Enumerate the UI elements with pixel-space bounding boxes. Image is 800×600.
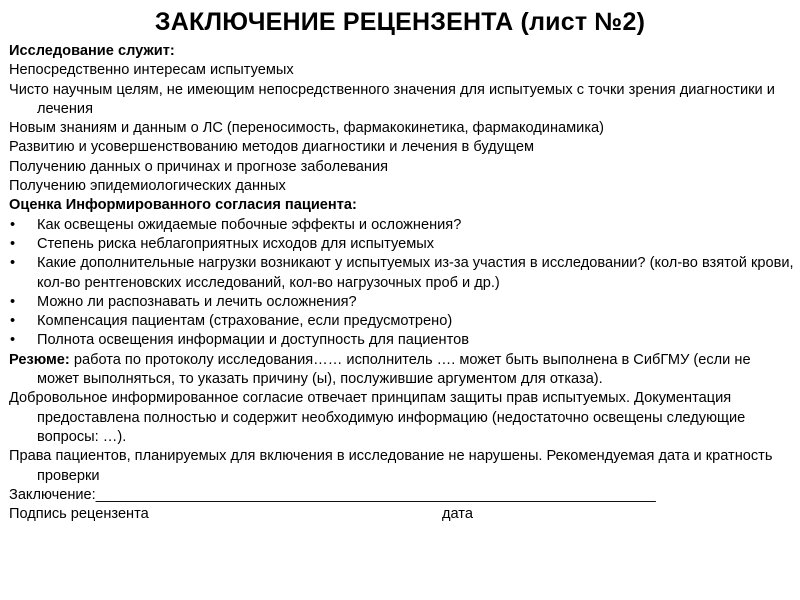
consent-item: [9, 312, 794, 331]
consent-item: [9, 235, 794, 254]
bullet-icon: •: [10, 235, 16, 252]
consent-item: [9, 216, 794, 235]
page-title: ЗАКЛЮЧЕНИЕ РЕЦЕНЗЕНТА (лист №2): [154, 8, 646, 36]
consent-item: [9, 331, 794, 350]
bullet-icon: •: [10, 332, 16, 349]
summary-text: работа по протоколу исследования…… исполнитель …. может быть выполнена в СибГМУ (если не может выполняться, то указать причину (ы), послужившие аргументом для отказа).: [37, 351, 751, 388]
date-label: дата: [442, 506, 473, 523]
consent-item: [9, 293, 794, 312]
consent-item-text: Степень риска неблагоприятных исходов для испытуемых: [37, 235, 435, 252]
summary-label: Резюме:: [9, 351, 70, 368]
research-item: Получению эпидемиологических данных: [9, 178, 286, 195]
research-item: Новым знаниям и данным о ЛС (переносимость, фармакокинетика, фармакодинамика): [9, 120, 605, 137]
research-item: Непосредственно интересам испытуемых: [9, 62, 294, 79]
consent-heading: Оценка Информированного согласия пациента:: [9, 197, 357, 214]
bullet-icon: •: [10, 293, 16, 310]
consent-item-text: Полнота освещения информации и доступность для пациентов: [37, 332, 469, 349]
rights-verdict: Права пациентов, планируемых для включения в исследование не нарушены. Рекомендуемая дата и кратность проверки: [9, 448, 773, 484]
research-item: Получению данных о причинах и прогнозе заболевания: [9, 158, 389, 175]
research-heading: Исследование служит:: [9, 43, 175, 59]
consent-item-text: Компенсация пациентам (страхование, если предусмотрено): [37, 313, 453, 330]
consent-item-text: Какие дополнительные нагрузки возникают у испытуемых из-за участия в исследовании? (кол-во взятой крови, кол-во рентгеновских исследований, кол-во нагрузочных проб и др.): [37, 255, 794, 291]
signature-label: Подпись рецензента: [9, 506, 149, 523]
research-item: Чисто научным целям, не имеющим непосредственного значения для испытуемых с точки зрения диагностики и лечения: [9, 81, 775, 117]
signature-row: [9, 505, 794, 524]
bullet-icon: •: [10, 313, 16, 330]
review-content: [9, 42, 794, 524]
bullet-icon: •: [10, 255, 16, 272]
research-item: Развитию и усовершенствованию методов диагностики и лечения в будущем: [9, 139, 534, 156]
consent-verdict: Добровольное информированное согласие отвечает принципам защиты прав испытуемых. Документация предоставлена полностью и содержит необходимую информацию (недостаточно освещены следующие вопросы: …).: [9, 390, 746, 445]
bullet-icon: •: [10, 216, 16, 233]
consent-item-text: Как освещены ожидаемые побочные эффекты и осложнения?: [37, 216, 462, 233]
consent-item-text: Можно ли распознавать и лечить осложнения?: [37, 293, 357, 310]
consent-item: [9, 254, 794, 293]
summary-paragraph: [9, 351, 794, 390]
conclusion-line: Заключение:_____________________________________________________________________: [9, 486, 656, 503]
